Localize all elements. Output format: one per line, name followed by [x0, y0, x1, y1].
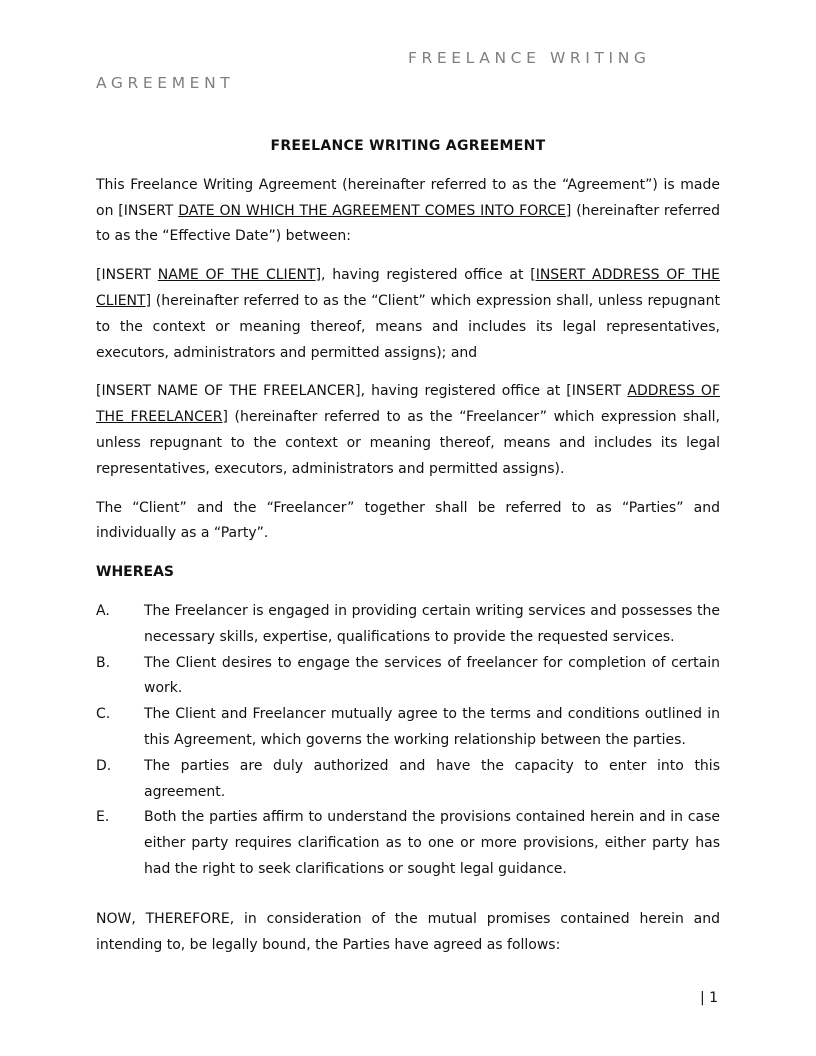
- client-text-end: ] (hereinafter referred to as the “Client” which expression shall, unless repugnant to the context or meaning thereof, means and includes its legal representatives, executors, administrators and permitted assigns); and: [96, 292, 720, 361]
- recital-letter: E.: [96, 809, 110, 826]
- freelancer-party-paragraph: [96, 379, 720, 482]
- recital-item: [96, 702, 720, 754]
- recital-text: The Client and Freelancer mutually agree to the terms and conditions outlined in this Agreement, which governs the working relationship between the parties.: [144, 706, 720, 748]
- recital-letter: B.: [96, 654, 111, 671]
- client-party-paragraph: [96, 263, 720, 366]
- freelancer-text-end: ] (hereinafter referred to as the “Freelancer” which expression shall, unless repugnant to the context or meaning thereof, means and includes its legal representatives, executors, administrators and permitted assigns).: [96, 409, 720, 477]
- freelancer-text-start: [INSERT NAME OF THE FREELANCER], having registered office at [INSERT: [96, 383, 628, 400]
- page-number: | 1: [700, 990, 719, 1006]
- recital-item: [96, 599, 720, 651]
- intro-text-end: ] (hereinafter referred to as the “Effective Date”) between:: [96, 202, 720, 245]
- intro-paragraph: [96, 173, 720, 250]
- recital-item: [96, 651, 720, 703]
- document-title: FREELANCE WRITING AGREEMENT: [270, 138, 546, 154]
- effective-date-placeholder: DATE ON WHICH THE AGREEMENT COMES INTO FORCE: [178, 202, 566, 219]
- now-therefore-paragraph: NOW, THEREFORE, in consideration of the mutual promises contained herein and intending to, be legally bound, the Parties have agreed as follows:: [96, 910, 720, 953]
- recital-letter: C.: [96, 706, 111, 723]
- recital-letter: A.: [96, 602, 110, 619]
- recital-letter: D.: [96, 757, 112, 774]
- document-body: [96, 134, 720, 971]
- recital-text: The Client desires to engage the services of freelancer for completion of certain work.: [144, 654, 720, 697]
- client-name-placeholder: NAME OF THE CLIENT: [157, 267, 316, 284]
- freelancer-address-placeholder: ADDRESS OF THE FREELANCER: [96, 383, 720, 426]
- page-header-title: FREELANCE WRITING AGREEMENT: [96, 49, 651, 92]
- whereas-heading: WHEREAS: [96, 564, 174, 581]
- recital-item: [96, 805, 720, 882]
- client-text-start: [INSERT: [96, 267, 158, 284]
- recital-text: Both the parties affirm to understand the provisions contained herein and in case either party requires clarification as to one or more provisions, either party has had the right to seek clarifications or sought legal guidance.: [144, 809, 720, 877]
- recital-text: The parties are duly authorized and have the capacity to enter into this agreement.: [144, 757, 720, 800]
- client-address-placeholder: [INSERT ADDRESS OF THE CLIENT: [96, 267, 720, 309]
- parties-definition-paragraph: The “Client” and the “Freelancer” together shall be referred to as “Parties” and individually as a “Party”.: [96, 499, 720, 542]
- recitals-list: [96, 599, 720, 883]
- recital-item: [96, 754, 720, 806]
- recital-text: The Freelancer is engaged in providing certain writing services and possesses the necessary skills, expertise, qualifications to provide the requested services.: [144, 602, 720, 645]
- intro-text-start: This Freelance Writing Agreement (hereinafter referred to as the “Agreement”) is made on [INSERT: [96, 176, 720, 219]
- client-text-middle: ], having registered office at: [315, 267, 531, 284]
